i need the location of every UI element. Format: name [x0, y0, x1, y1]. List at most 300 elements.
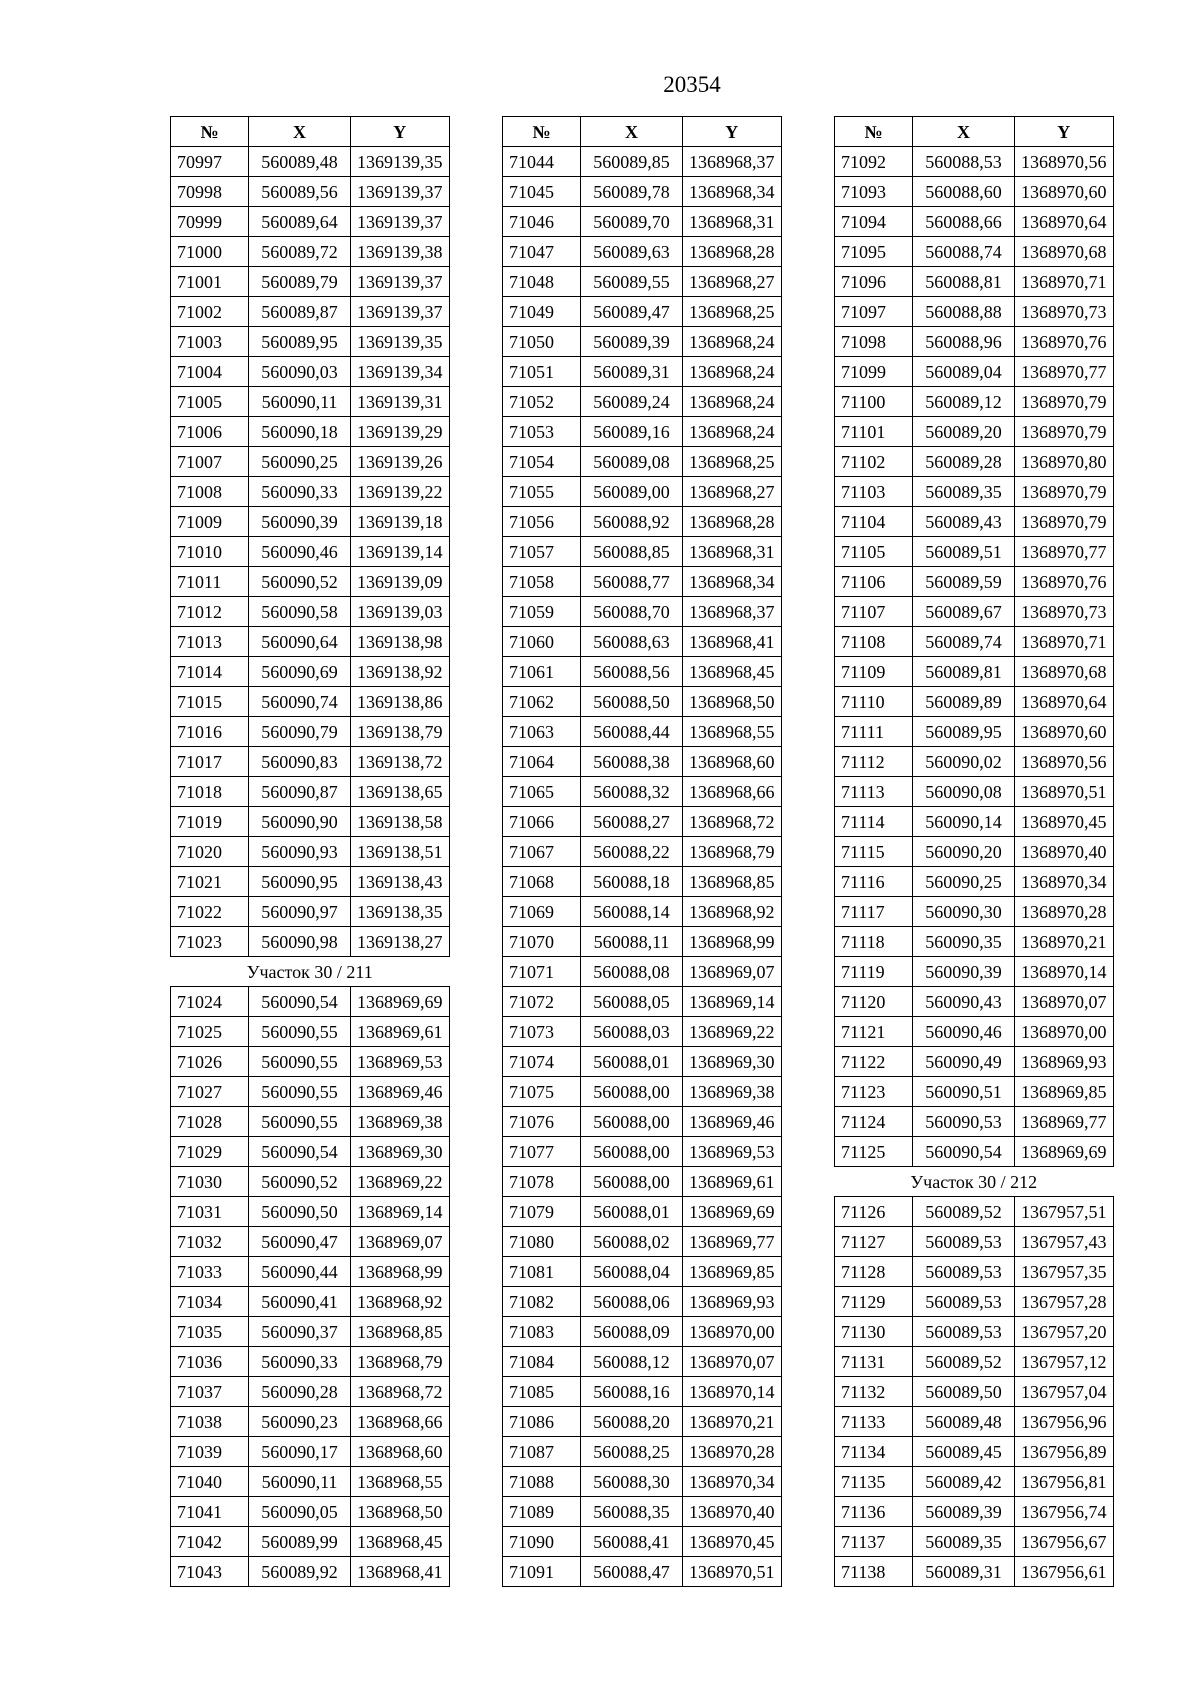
y-coordinate: 1368970,77: [1015, 357, 1114, 387]
y-coordinate: 1368969,38: [683, 1077, 782, 1107]
x-coordinate: 560090,08: [913, 777, 1015, 807]
x-coordinate: 560090,79: [249, 717, 351, 747]
y-coordinate: 1368969,77: [683, 1227, 782, 1257]
x-coordinate: 560090,30: [913, 897, 1015, 927]
point-number: 71130: [835, 1317, 913, 1347]
y-coordinate: 1368970,79: [1015, 417, 1114, 447]
y-coordinate: 1368970,73: [1015, 297, 1114, 327]
x-coordinate: 560090,17: [249, 1437, 351, 1467]
table-row: [835, 177, 1114, 207]
y-coordinate: 1369138,79: [351, 717, 450, 747]
x-coordinate: 560088,63: [581, 627, 683, 657]
y-coordinate: 1368969,53: [351, 1047, 450, 1077]
table-row: [503, 777, 782, 807]
point-number: 71094: [835, 207, 913, 237]
table-row: [835, 747, 1114, 777]
table-row: [835, 387, 1114, 417]
table-row: [835, 537, 1114, 567]
y-coordinate: 1368969,85: [683, 1257, 782, 1287]
table-row: [835, 1497, 1114, 1527]
point-number: 71047: [503, 237, 581, 267]
y-coordinate: 1368970,71: [1015, 627, 1114, 657]
y-coordinate: 1368970,60: [1015, 717, 1114, 747]
y-coordinate: 1368970,14: [683, 1377, 782, 1407]
x-coordinate: 560090,54: [249, 987, 351, 1017]
x-coordinate: 560090,33: [249, 477, 351, 507]
table-row: [835, 1467, 1114, 1497]
table-row: [835, 357, 1114, 387]
point-number: 71101: [835, 417, 913, 447]
x-coordinate: 560090,50: [249, 1197, 351, 1227]
table-row: [171, 387, 450, 417]
table-row: [503, 1137, 782, 1167]
x-coordinate: 560088,66: [913, 207, 1015, 237]
y-coordinate: 1368968,45: [351, 1527, 450, 1557]
table-row: [503, 867, 782, 897]
table-row: [835, 777, 1114, 807]
point-number: 71135: [835, 1467, 913, 1497]
y-coordinate: 1368969,77: [1015, 1107, 1114, 1137]
table-row: [835, 237, 1114, 267]
x-coordinate: 560088,05: [581, 987, 683, 1017]
y-coordinate: 1369138,51: [351, 837, 450, 867]
x-coordinate: 560090,69: [249, 657, 351, 687]
x-coordinate: 560088,03: [581, 1017, 683, 1047]
point-number: 71112: [835, 747, 913, 777]
point-number: 71119: [835, 957, 913, 987]
point-number: 71064: [503, 747, 581, 777]
x-coordinate: 560088,70: [581, 597, 683, 627]
y-coordinate: 1368969,61: [683, 1167, 782, 1197]
table-row: [171, 1437, 450, 1467]
x-coordinate: 560089,89: [913, 687, 1015, 717]
point-number: 70999: [171, 207, 249, 237]
table-row: [171, 1227, 450, 1257]
table-row: [171, 207, 450, 237]
point-number: 71138: [835, 1557, 913, 1587]
y-coordinate: 1368968,34: [683, 177, 782, 207]
point-number: 71081: [503, 1257, 581, 1287]
x-coordinate: 560089,95: [913, 717, 1015, 747]
x-coordinate: 560088,22: [581, 837, 683, 867]
point-number: 71055: [503, 477, 581, 507]
table-row: [835, 927, 1114, 957]
point-number: 71066: [503, 807, 581, 837]
x-coordinate: 560089,67: [913, 597, 1015, 627]
point-number: 71000: [171, 237, 249, 267]
point-number: 71051: [503, 357, 581, 387]
x-coordinate: 560090,11: [249, 387, 351, 417]
table-row: [835, 1437, 1114, 1467]
y-coordinate: 1368970,40: [683, 1497, 782, 1527]
table-row: [835, 1047, 1114, 1077]
y-coordinate: 1368970,00: [1015, 1017, 1114, 1047]
point-number: 71134: [835, 1437, 913, 1467]
table-row: [171, 597, 450, 627]
x-coordinate: 560088,01: [581, 1047, 683, 1077]
point-number: 71107: [835, 597, 913, 627]
table-row: [171, 837, 450, 867]
point-number: 71074: [503, 1047, 581, 1077]
x-coordinate: 560089,85: [581, 147, 683, 177]
y-coordinate: 1368970,51: [683, 1557, 782, 1587]
table-row: [171, 537, 450, 567]
table-row: [503, 717, 782, 747]
x-coordinate: 560090,28: [249, 1377, 351, 1407]
x-coordinate: 560088,25: [581, 1437, 683, 1467]
x-coordinate: 560090,39: [913, 957, 1015, 987]
point-number: 71131: [835, 1347, 913, 1377]
x-coordinate: 560089,48: [249, 147, 351, 177]
table-row: [835, 1077, 1114, 1107]
x-coordinate: 560089,70: [581, 207, 683, 237]
x-coordinate: 560088,00: [581, 1137, 683, 1167]
table-row: [503, 987, 782, 1017]
x-coordinate: 560089,79: [249, 267, 351, 297]
table-row: [171, 1077, 450, 1107]
point-number: 71117: [835, 897, 913, 927]
x-coordinate: 560089,31: [581, 357, 683, 387]
x-coordinate: 560090,54: [913, 1137, 1015, 1167]
y-coordinate: 1368969,30: [351, 1137, 450, 1167]
table-row: [503, 1467, 782, 1497]
table-row: [171, 1017, 450, 1047]
table-row: [171, 237, 450, 267]
x-coordinate: 560088,88: [913, 297, 1015, 327]
x-coordinate: 560088,56: [581, 657, 683, 687]
table-row: [835, 597, 1114, 627]
header-y: Y: [1015, 117, 1114, 147]
x-coordinate: 560088,47: [581, 1557, 683, 1587]
table-row: [835, 1347, 1114, 1377]
x-coordinate: 560089,43: [913, 507, 1015, 537]
table-row: [835, 567, 1114, 597]
table-row: [503, 1527, 782, 1557]
y-coordinate: 1368969,14: [351, 1197, 450, 1227]
point-number: 71025: [171, 1017, 249, 1047]
point-number: 71034: [171, 1287, 249, 1317]
table-row: [171, 1497, 450, 1527]
point-number: 71082: [503, 1287, 581, 1317]
point-number: 71076: [503, 1107, 581, 1137]
point-number: 71102: [835, 447, 913, 477]
x-coordinate: 560089,53: [913, 1257, 1015, 1287]
header-x: X: [581, 117, 683, 147]
x-coordinate: 560089,72: [249, 237, 351, 267]
table-row: [171, 477, 450, 507]
y-coordinate: 1367957,51: [1015, 1197, 1114, 1227]
x-coordinate: 560088,74: [913, 237, 1015, 267]
table-row: [171, 507, 450, 537]
y-coordinate: 1368970,45: [1015, 807, 1114, 837]
table-row: [503, 1257, 782, 1287]
header-x: X: [913, 117, 1015, 147]
y-coordinate: 1369138,43: [351, 867, 450, 897]
table-row: [171, 1347, 450, 1377]
x-coordinate: 560090,46: [913, 1017, 1015, 1047]
point-number: 71015: [171, 687, 249, 717]
y-coordinate: 1368970,79: [1015, 477, 1114, 507]
x-coordinate: 560090,18: [249, 417, 351, 447]
table-row: [503, 927, 782, 957]
y-coordinate: 1368968,24: [683, 417, 782, 447]
x-coordinate: 560089,51: [913, 537, 1015, 567]
point-number: 71016: [171, 717, 249, 747]
point-number: 71006: [171, 417, 249, 447]
table-row: [835, 417, 1114, 447]
x-coordinate: 560088,30: [581, 1467, 683, 1497]
point-number: 71024: [171, 987, 249, 1017]
x-coordinate: 560090,55: [249, 1107, 351, 1137]
point-number: 71075: [503, 1077, 581, 1107]
y-coordinate: 1368968,37: [683, 147, 782, 177]
point-number: 71019: [171, 807, 249, 837]
y-coordinate: 1368969,61: [351, 1017, 450, 1047]
point-number: 71029: [171, 1137, 249, 1167]
x-coordinate: 560089,31: [913, 1557, 1015, 1587]
point-number: 71127: [835, 1227, 913, 1257]
point-number: 71088: [503, 1467, 581, 1497]
point-number: 71111: [835, 717, 913, 747]
table-row: [171, 1167, 450, 1197]
y-coordinate: 1368969,14: [683, 987, 782, 1017]
table-row: [835, 807, 1114, 837]
y-coordinate: 1368970,64: [1015, 687, 1114, 717]
y-coordinate: 1369138,92: [351, 657, 450, 687]
table-row: [171, 657, 450, 687]
point-number: 71133: [835, 1407, 913, 1437]
point-number: 71137: [835, 1527, 913, 1557]
point-number: 71023: [171, 927, 249, 957]
table-row: [171, 717, 450, 747]
point-number: 71002: [171, 297, 249, 327]
x-coordinate: 560088,92: [581, 507, 683, 537]
y-coordinate: 1368969,69: [1015, 1137, 1114, 1167]
y-coordinate: 1368970,77: [1015, 537, 1114, 567]
y-coordinate: 1368970,34: [683, 1467, 782, 1497]
y-coordinate: 1368969,69: [683, 1197, 782, 1227]
x-coordinate: 560089,53: [913, 1287, 1015, 1317]
point-number: 71096: [835, 267, 913, 297]
x-coordinate: 560090,52: [249, 567, 351, 597]
y-coordinate: 1368969,53: [683, 1137, 782, 1167]
point-number: 71053: [503, 417, 581, 447]
table-row: [503, 807, 782, 837]
x-coordinate: 560088,27: [581, 807, 683, 837]
table-row: [835, 477, 1114, 507]
table-row: [835, 717, 1114, 747]
table-row: [171, 927, 450, 957]
table-row: [171, 267, 450, 297]
section-label: Участок 30 / 211: [171, 957, 450, 987]
point-number: 71067: [503, 837, 581, 867]
table-row: [171, 297, 450, 327]
y-coordinate: 1368968,85: [683, 867, 782, 897]
table-row: [503, 1347, 782, 1377]
point-number: 71001: [171, 267, 249, 297]
table-row: [835, 1527, 1114, 1557]
x-coordinate: 560090,25: [249, 447, 351, 477]
table-row: [503, 447, 782, 477]
point-number: 71104: [835, 507, 913, 537]
x-coordinate: 560089,63: [581, 237, 683, 267]
table-row: [171, 867, 450, 897]
x-coordinate: 560090,05: [249, 1497, 351, 1527]
x-coordinate: 560088,77: [581, 567, 683, 597]
x-coordinate: 560089,53: [913, 1317, 1015, 1347]
point-number: 71007: [171, 447, 249, 477]
y-coordinate: 1369139,22: [351, 477, 450, 507]
table-row: [835, 657, 1114, 687]
point-number: 71069: [503, 897, 581, 927]
y-coordinate: 1368968,31: [683, 207, 782, 237]
table-row: [171, 567, 450, 597]
y-coordinate: 1368968,79: [683, 837, 782, 867]
table-row: [171, 1287, 450, 1317]
point-number: 71035: [171, 1317, 249, 1347]
x-coordinate: 560090,93: [249, 837, 351, 867]
x-coordinate: 560088,96: [913, 327, 1015, 357]
header-y: Y: [351, 117, 450, 147]
y-coordinate: 1369139,37: [351, 177, 450, 207]
table-row: [503, 1077, 782, 1107]
table-row: [503, 897, 782, 927]
y-coordinate: 1368969,93: [683, 1287, 782, 1317]
table-row: [171, 777, 450, 807]
table-row: [503, 267, 782, 297]
x-coordinate: 560090,14: [913, 807, 1015, 837]
coordinates-table-1: [170, 116, 450, 1587]
point-number: 71012: [171, 597, 249, 627]
table-row: [503, 1377, 782, 1407]
table-row: [835, 1557, 1114, 1587]
point-number: 71126: [835, 1197, 913, 1227]
y-coordinate: 1368968,28: [683, 507, 782, 537]
y-coordinate: 1368968,60: [351, 1437, 450, 1467]
point-number: 71136: [835, 1497, 913, 1527]
point-number: 71072: [503, 987, 581, 1017]
table-row: [171, 747, 450, 777]
point-number: 71013: [171, 627, 249, 657]
y-coordinate: 1368968,85: [351, 1317, 450, 1347]
point-number: 71093: [835, 177, 913, 207]
table-row: [171, 1107, 450, 1137]
point-number: 71095: [835, 237, 913, 267]
point-number: 71079: [503, 1197, 581, 1227]
point-number: 71060: [503, 627, 581, 657]
y-coordinate: 1369139,31: [351, 387, 450, 417]
table-row: [503, 1167, 782, 1197]
coordinates-table-3: [834, 116, 1114, 1587]
point-number: 71110: [835, 687, 913, 717]
y-coordinate: 1368970,45: [683, 1527, 782, 1557]
section-row: [171, 957, 450, 987]
x-coordinate: 560089,99: [249, 1527, 351, 1557]
x-coordinate: 560089,35: [913, 1527, 1015, 1557]
table-row: [835, 507, 1114, 537]
x-coordinate: 560089,39: [581, 327, 683, 357]
y-coordinate: 1368970,14: [1015, 957, 1114, 987]
x-coordinate: 560088,18: [581, 867, 683, 897]
x-coordinate: 560088,02: [581, 1227, 683, 1257]
x-coordinate: 560089,81: [913, 657, 1015, 687]
table-row: [835, 267, 1114, 297]
point-number: 71118: [835, 927, 913, 957]
y-coordinate: 1369139,03: [351, 597, 450, 627]
point-number: 71031: [171, 1197, 249, 1227]
x-coordinate: 560088,38: [581, 747, 683, 777]
point-number: 71103: [835, 477, 913, 507]
point-number: 71045: [503, 177, 581, 207]
table-row: [503, 687, 782, 717]
y-coordinate: 1368968,45: [683, 657, 782, 687]
table-row: [835, 1137, 1114, 1167]
point-number: 71099: [835, 357, 913, 387]
y-coordinate: 1368968,28: [683, 237, 782, 267]
table-row: [171, 417, 450, 447]
y-coordinate: 1367956,67: [1015, 1527, 1114, 1557]
y-coordinate: 1368968,99: [351, 1257, 450, 1287]
y-coordinate: 1368968,25: [683, 297, 782, 327]
table-row: [171, 1557, 450, 1587]
y-coordinate: 1367957,43: [1015, 1227, 1114, 1257]
y-coordinate: 1368970,56: [1015, 147, 1114, 177]
x-coordinate: 560090,55: [249, 1077, 351, 1107]
point-number: 71114: [835, 807, 913, 837]
y-coordinate: 1368968,72: [683, 807, 782, 837]
point-number: 71040: [171, 1467, 249, 1497]
y-coordinate: 1368970,79: [1015, 507, 1114, 537]
y-coordinate: 1368969,30: [683, 1047, 782, 1077]
x-coordinate: 560090,02: [913, 747, 1015, 777]
point-number: 71054: [503, 447, 581, 477]
x-coordinate: 560090,58: [249, 597, 351, 627]
x-coordinate: 560089,28: [913, 447, 1015, 477]
y-coordinate: 1369139,26: [351, 447, 450, 477]
x-coordinate: 560090,83: [249, 747, 351, 777]
point-number: 71027: [171, 1077, 249, 1107]
point-number: 71050: [503, 327, 581, 357]
point-number: 71100: [835, 387, 913, 417]
x-coordinate: 560089,16: [581, 417, 683, 447]
y-coordinate: 1367956,74: [1015, 1497, 1114, 1527]
y-coordinate: 1368968,66: [351, 1407, 450, 1437]
y-coordinate: 1367956,81: [1015, 1467, 1114, 1497]
table-row: [171, 1257, 450, 1287]
x-coordinate: 560090,46: [249, 537, 351, 567]
point-number: 71124: [835, 1107, 913, 1137]
y-coordinate: 1368968,55: [683, 717, 782, 747]
x-coordinate: 560090,55: [249, 1047, 351, 1077]
table-header-row: [171, 117, 450, 147]
y-coordinate: 1369139,37: [351, 267, 450, 297]
x-coordinate: 560088,14: [581, 897, 683, 927]
y-coordinate: 1368970,00: [683, 1317, 782, 1347]
y-coordinate: 1368970,73: [1015, 597, 1114, 627]
y-coordinate: 1368968,41: [683, 627, 782, 657]
point-number: 71032: [171, 1227, 249, 1257]
y-coordinate: 1369139,14: [351, 537, 450, 567]
x-coordinate: 560089,52: [913, 1197, 1015, 1227]
table-row: [171, 1407, 450, 1437]
y-coordinate: 1369138,65: [351, 777, 450, 807]
x-coordinate: 560088,09: [581, 1317, 683, 1347]
x-coordinate: 560090,95: [249, 867, 351, 897]
y-coordinate: 1368969,46: [683, 1107, 782, 1137]
y-coordinate: 1368970,79: [1015, 387, 1114, 417]
x-coordinate: 560088,35: [581, 1497, 683, 1527]
x-coordinate: 560089,48: [913, 1407, 1015, 1437]
